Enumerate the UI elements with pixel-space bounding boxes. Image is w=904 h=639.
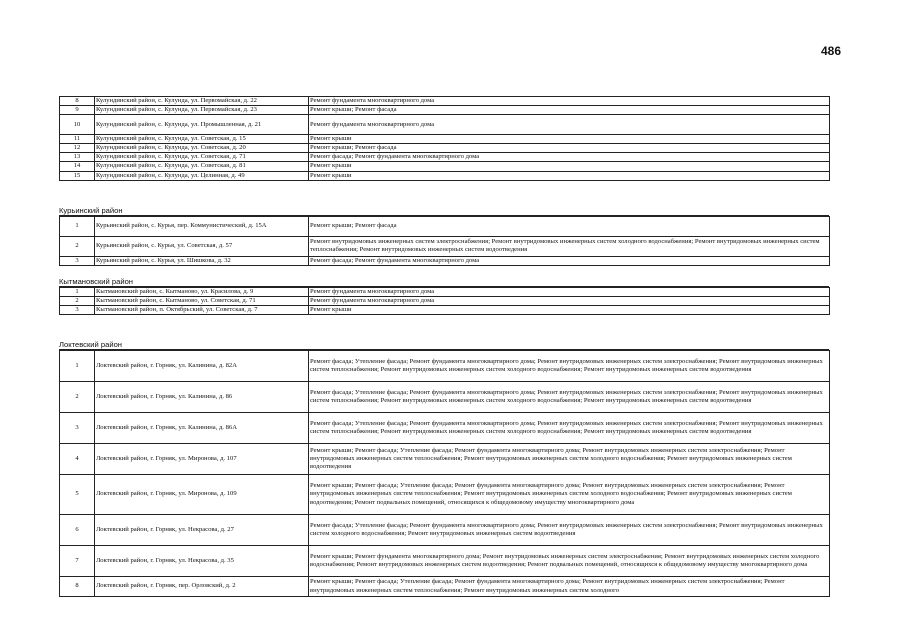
row-number-cell: 14 [60, 162, 95, 171]
address-cell: Локтевский район, г. Горняк, ул. Калинина, д. 82А [95, 351, 309, 382]
district-section [59, 315, 829, 597]
works-cell: Ремонт крыши; Ремонт фасада; Утепление фасада; Ремонт фундамента многоквартирного дома; Ремонт внутридомовых инженерных систем электроснабжения; Ремонт внутридомовых инженерных систем теплоснабжения; Ремонт внутридомовых инженерных систем холодного водоснабжения; Ремонт внутридомовых инженерных систем водоотведения [309, 444, 830, 475]
section-gap [59, 181, 829, 206]
works-cell: Ремонт фасада; Утепление фасада; Ремонт фундамента многоквартирного дома; Ремонт внутридомовых инженерных систем электроснабжения; Ремонт внутридомовых инженерных систем теплоснабжения; Ремонт внутридомовых инженерных систем холодного водоснабжения; Ремонт внутридомовых инженерных систем водоотведения [309, 351, 830, 382]
table-row [60, 515, 830, 546]
works-table [59, 96, 830, 181]
works-cell: Ремонт крыши; Ремонт фасада [309, 106, 830, 115]
page-number: 486 [821, 44, 842, 58]
row-number-cell: 8 [60, 97, 95, 106]
works-cell: Ремонт фасада; Ремонт фундамента многоквартирного дома [309, 153, 830, 162]
table-row [60, 106, 830, 115]
works-cell: Ремонт фундамента многоквартирного дома [309, 97, 830, 106]
works-cell: Ремонт крыши; Ремонт фундамента многоквартирного дома; Ремонт внутридомовых инженерных систем электроснабжения; Ремонт внутридомовых инженерных систем холодного водоснабжения; Ремонт внутридомовых инженерных систем водоотведения; Ремонт подвальных помещений, относящихся к общедомовому имуществу многоквартирного дома [309, 546, 830, 577]
works-table [59, 216, 830, 266]
address-cell: Кытмановский район, с. Кытманово, ул. Советская, д. 71 [95, 296, 309, 305]
row-number-cell: 10 [60, 115, 95, 135]
row-number-cell: 13 [60, 153, 95, 162]
section-gap [59, 266, 829, 277]
district-heading: Локтевский район [59, 340, 829, 350]
table-row [60, 256, 830, 265]
table-row [60, 236, 830, 256]
works-cell: Ремонт крыши; Ремонт фасада; Утепление фасада; Ремонт фундамента многоквартирного дома; Ремонт внутридомовых инженерных систем электроснабжения; Ремонт внутридомовых инженерных систем теплоснабжения; Ремонт внутридомовых инженерных систем холодного [309, 577, 830, 597]
table-row [60, 97, 830, 106]
row-number-cell: 2 [60, 236, 95, 256]
address-cell: Курьинский район, с. Курья, ул. Шишкова, д. 32 [95, 256, 309, 265]
works-cell: Ремонт фундамента многоквартирного дома [309, 115, 830, 135]
works-table [59, 287, 830, 315]
table-row [60, 115, 830, 135]
address-cell: Кулундинский район, с. Кулунда, ул. Первомайская, д. 22 [95, 97, 309, 106]
row-number-cell: 9 [60, 106, 95, 115]
district-heading: Кытмановский район [59, 277, 829, 287]
table-row [60, 577, 830, 597]
works-cell: Ремонт фундамента многоквартирного дома [309, 287, 830, 296]
row-number-cell: 6 [60, 515, 95, 546]
district-section [59, 266, 829, 315]
table-row [60, 135, 830, 144]
table-row [60, 144, 830, 153]
document-body [59, 96, 829, 597]
table-row [60, 216, 830, 236]
district-section [59, 96, 829, 181]
address-cell: Кулундинский район, с. Кулунда, ул. Советская, д. 20 [95, 144, 309, 153]
address-cell: Кулундинский район, с. Кулунда, ул. Советская, д. 15 [95, 135, 309, 144]
row-number-cell: 15 [60, 171, 95, 180]
address-cell: Локтевский район, г. Горняк, ул. Миронова, д. 107 [95, 444, 309, 475]
works-cell: Ремонт крыши [309, 171, 830, 180]
address-cell: Локтевский район, г. Горняк, ул. Калинина, д. 86А [95, 413, 309, 444]
row-number-cell: 1 [60, 287, 95, 296]
row-number-cell: 11 [60, 135, 95, 144]
address-cell: Локтевский район, г. Горняк, ул. Некрасова, д. 35 [95, 546, 309, 577]
table-row [60, 351, 830, 382]
table-row [60, 475, 830, 515]
table-row [60, 382, 830, 413]
works-cell: Ремонт крыши [309, 305, 830, 314]
table-row [60, 171, 830, 180]
table-row [60, 305, 830, 314]
district-heading: Курьинский район [59, 206, 829, 216]
table-row [60, 162, 830, 171]
address-cell: Кулундинский район, с. Кулунда, ул. Советская, д. 71 [95, 153, 309, 162]
address-cell: Локтевский район, г. Горняк, ул. Некрасова, д. 27 [95, 515, 309, 546]
row-number-cell: 2 [60, 382, 95, 413]
row-number-cell: 8 [60, 577, 95, 597]
address-cell: Локтевский район, г. Горняк, ул. Миронова, д. 109 [95, 475, 309, 515]
table-row [60, 296, 830, 305]
table-row [60, 287, 830, 296]
works-cell: Ремонт крыши; Ремонт фасада; Утепление фасада; Ремонт фундамента многоквартирного дома; Ремонт внутридомовых инженерных систем электроснабжения; Ремонт внутридомовых инженерных систем теплоснабжения; Ремонт внутридомовых инженерных систем холодного водоснабжения; Ремонт внутридомовых инженерных систем водоотведения; Ремонт подвальных помещений, относящихся к общедомовому имуществу многоквартирного дома [309, 475, 830, 515]
row-number-cell: 3 [60, 413, 95, 444]
row-number-cell: 12 [60, 144, 95, 153]
table-row [60, 153, 830, 162]
works-cell: Ремонт крыши [309, 135, 830, 144]
address-cell: Кытмановский район, п. Октябрьский, ул. Советская, д. 7 [95, 305, 309, 314]
table-row [60, 444, 830, 475]
address-cell: Локтевский район, г. Горняк, пер. Орловский, д. 2 [95, 577, 309, 597]
address-cell: Кытмановский район, с. Кытманово, ул. Красилова, д. 9 [95, 287, 309, 296]
table-row [60, 546, 830, 577]
row-number-cell: 1 [60, 351, 95, 382]
address-cell: Локтевский район, г. Горняк, ул. Калинина, д. 86 [95, 382, 309, 413]
row-number-cell: 7 [60, 546, 95, 577]
row-number-cell: 3 [60, 305, 95, 314]
row-number-cell: 5 [60, 475, 95, 515]
row-number-cell: 4 [60, 444, 95, 475]
row-number-cell: 2 [60, 296, 95, 305]
row-number-cell: 1 [60, 216, 95, 236]
address-cell: Кулундинский район, с. Кулунда, ул. Промышленная, д. 21 [95, 115, 309, 135]
works-cell: Ремонт фасада; Ремонт фундамента многоквартирного дома [309, 256, 830, 265]
address-cell: Кулундинский район, с. Кулунда, ул. Первомайская, д. 23 [95, 106, 309, 115]
table-row [60, 413, 830, 444]
works-cell: Ремонт внутридомовых инженерных систем электроснабжения; Ремонт внутридомовых инженерных систем холодного водоснабжения; Ремонт внутридомовых инженерных систем теплоснабжения; Ремонт внутридомовых инженерных систем водоотведения [309, 236, 830, 256]
section-gap [59, 315, 829, 340]
district-section [59, 181, 829, 266]
address-cell: Курьинский район, с. Курья, пер. Коммунистический, д. 15А [95, 216, 309, 236]
works-cell: Ремонт крыши; Ремонт фасада [309, 144, 830, 153]
works-cell: Ремонт фасада; Утепление фасада; Ремонт фундамента многоквартирного дома; Ремонт внутридомовых инженерных систем электроснабжения; Ремонт внутридомовых инженерных систем холодного водоснабжения; Ремонт внутридомовых инженерных систем водоотведения [309, 515, 830, 546]
works-cell: Ремонт фасада; Утепление фасада; Ремонт фундамента многоквартирного дома; Ремонт внутридомовых инженерных систем электроснабжения; Ремонт внутридомовых инженерных систем теплоснабжения; Ремонт внутридомовых инженерных систем холодного водоснабжения; Ремонт внутридомовых инженерных систем водоотведения [309, 413, 830, 444]
address-cell: Курьинский район, с. Курья, ул. Советская, д. 57 [95, 236, 309, 256]
row-number-cell: 3 [60, 256, 95, 265]
works-table [59, 350, 830, 597]
works-cell: Ремонт фундамента многоквартирного дома [309, 296, 830, 305]
works-cell: Ремонт крыши; Ремонт фасада [309, 216, 830, 236]
address-cell: Кулундинский район, с. Кулунда, ул. Целинная, д. 49 [95, 171, 309, 180]
works-cell: Ремонт фасада; Утепление фасада; Ремонт фундамента многоквартирного дома; Ремонт внутридомовых инженерных систем электроснабжения; Ремонт внутридомовых инженерных систем теплоснабжения; Ремонт внутридомовых инженерных систем холодного водоснабжения; Ремонт внутридомовых инженерных систем водоотведения [309, 382, 830, 413]
works-cell: Ремонт крыши [309, 162, 830, 171]
address-cell: Кулундинский район, с. Кулунда, ул. Советская, д. 81 [95, 162, 309, 171]
